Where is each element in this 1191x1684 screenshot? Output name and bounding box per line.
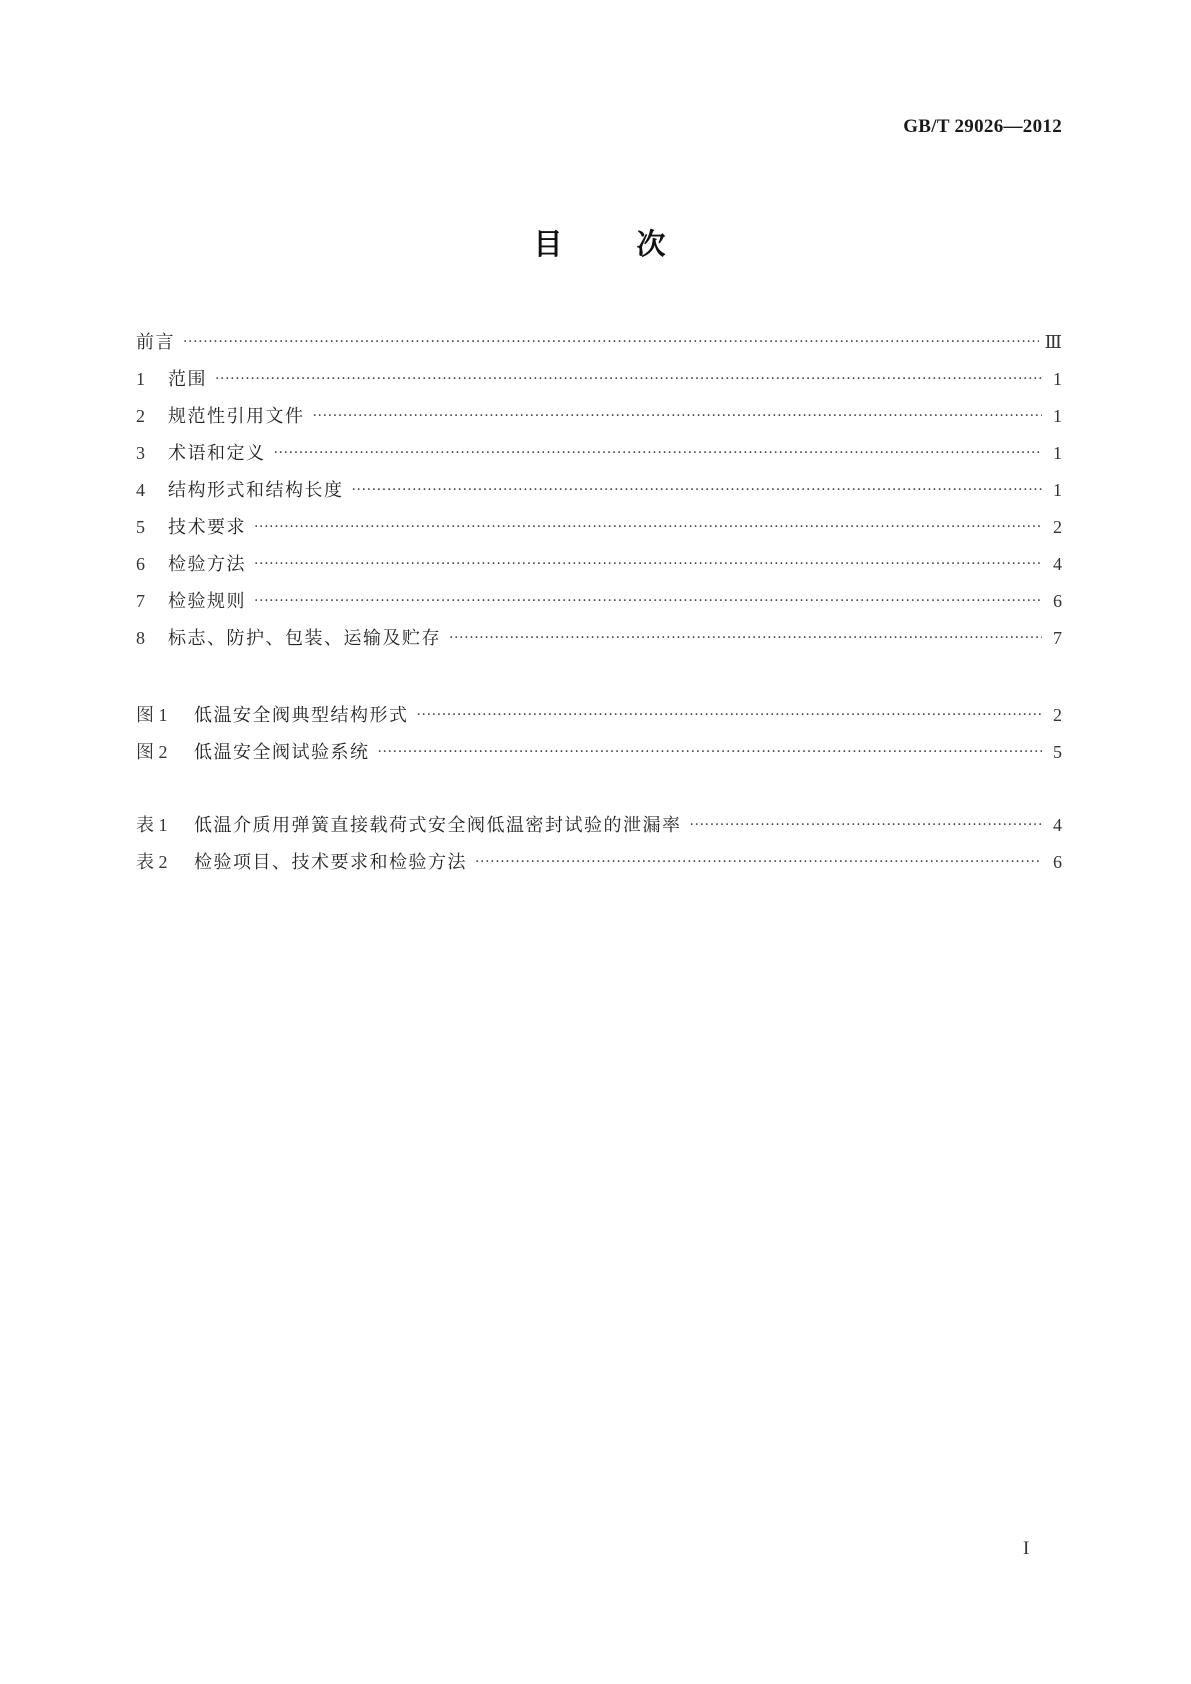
- toc-entry-normative-references[interactable]: [136, 398, 1062, 435]
- toc-entry-text: 结构形式和结构长度: [168, 480, 344, 501]
- toc-entry-page: 6: [1053, 591, 1062, 611]
- toc-entry-text: 低温安全阀典型结构形式: [194, 705, 409, 726]
- toc-entry-test-methods[interactable]: [136, 546, 1062, 583]
- toc-leader-dots: [475, 844, 1042, 881]
- toc-leader-dots: [352, 472, 1043, 509]
- page-title: [0, 222, 1191, 263]
- toc-entry-page: 1: [1053, 480, 1062, 500]
- toc-figures: [136, 697, 1062, 771]
- toc-entry-foreword[interactable]: [136, 324, 1062, 361]
- page-title-char-2: 次: [636, 227, 668, 261]
- toc-entry-page: 4: [1053, 554, 1062, 574]
- toc-tables: [136, 807, 1062, 881]
- toc-entry-page: Ⅲ: [1044, 332, 1062, 352]
- toc-entry-marking-packaging[interactable]: [136, 620, 1062, 657]
- toc-entry-number: 3: [136, 443, 145, 463]
- toc-leader-dots: [274, 435, 1043, 472]
- page-title-char-1: 目: [533, 227, 565, 261]
- toc-leader-dots: [254, 583, 1042, 620]
- toc-leader-dots: [215, 361, 1042, 398]
- toc-entry-text: 检验规则: [168, 591, 246, 612]
- toc-entry-text: 范围: [168, 369, 207, 390]
- toc-entry-page: 1: [1053, 369, 1062, 389]
- toc-entry-inspection-rules[interactable]: [136, 583, 1062, 620]
- toc-entry-number: 5: [136, 517, 145, 537]
- toc-entry-page: 5: [1053, 742, 1062, 762]
- toc-entry-text: 检验方法: [168, 554, 246, 575]
- toc-entry-page: 2: [1053, 705, 1062, 725]
- toc-entry-text: 规范性引用文件: [168, 406, 305, 427]
- toc-entry-page: 2: [1053, 517, 1062, 537]
- toc-entry-text: 前言: [136, 332, 175, 353]
- toc-entry-figure-2[interactable]: [136, 734, 1062, 771]
- toc-entry-text: 术语和定义: [168, 443, 266, 464]
- toc-leader-dots: [313, 398, 1043, 435]
- toc-entry-page: 4: [1053, 815, 1062, 835]
- toc-entry-number: 图 1: [136, 705, 168, 725]
- toc-entry-number: 1: [136, 369, 145, 389]
- toc-entry-number: 2: [136, 406, 145, 426]
- toc-chapters: [136, 324, 1062, 657]
- toc-entry-table-1[interactable]: [136, 807, 1062, 844]
- toc-leader-dots: [378, 734, 1043, 771]
- toc-leader-dots: [254, 546, 1042, 583]
- toc-entry-number: 表 2: [136, 852, 168, 872]
- toc-entry-terms-definitions[interactable]: [136, 435, 1062, 472]
- toc-leader-dots: [183, 324, 1039, 361]
- toc-entry-number: 6: [136, 554, 145, 574]
- toc-entry-page: 6: [1053, 852, 1062, 872]
- toc-leader-dots: [254, 509, 1042, 546]
- toc-entry-text: 标志、防护、包装、运输及贮存: [168, 628, 441, 649]
- toc-entry-text: 检验项目、技术要求和检验方法: [194, 852, 467, 873]
- toc-entry-page: 7: [1053, 628, 1062, 648]
- toc-entry-technical-requirements[interactable]: [136, 509, 1062, 546]
- toc-entry-scope[interactable]: [136, 361, 1062, 398]
- toc-entry-number: 表 1: [136, 815, 168, 835]
- toc-entry-number: 图 2: [136, 742, 168, 762]
- toc-leader-dots: [417, 697, 1043, 734]
- toc-leader-dots: [690, 807, 1043, 844]
- toc-entry-page: 1: [1053, 406, 1062, 426]
- toc-entry-table-2[interactable]: [136, 844, 1062, 881]
- toc-entry-number: 4: [136, 480, 145, 500]
- standard-code: GB/T 29026—2012: [903, 116, 1062, 137]
- toc-leader-dots: [449, 620, 1042, 657]
- toc-entry-structure[interactable]: [136, 472, 1062, 509]
- toc-entry-number: 8: [136, 628, 145, 648]
- toc-entry-text: 低温安全阀试验系统: [194, 742, 370, 763]
- toc-entry-page: 1: [1053, 443, 1062, 463]
- toc-entry-text: 技术要求: [168, 517, 246, 538]
- toc-entry-figure-1[interactable]: [136, 697, 1062, 734]
- toc-entry-number: 7: [136, 591, 145, 611]
- toc-entry-text: 低温介质用弹簧直接载荷式安全阀低温密封试验的泄漏率: [194, 815, 682, 836]
- page-number: I: [1023, 1538, 1030, 1559]
